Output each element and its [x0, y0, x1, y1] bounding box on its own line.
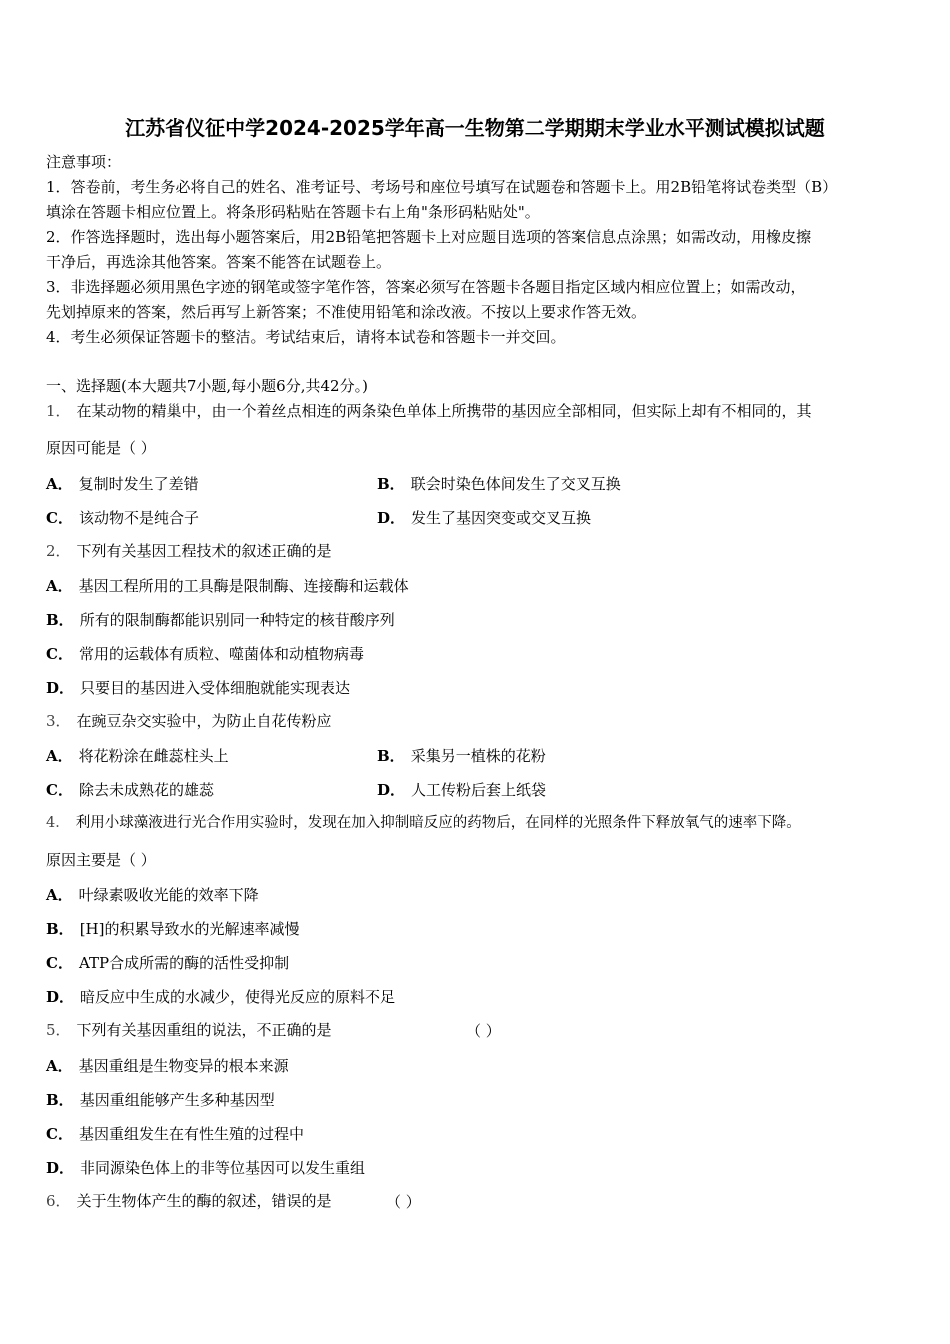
q1-number: 1． — [46, 402, 71, 420]
q3-number: 3． — [46, 712, 71, 730]
q2-option-a[interactable] — [46, 575, 409, 596]
q6-stem-text: 关于生物体产生的酶的叙述，错误的是 — [76, 1192, 332, 1210]
q1-stem — [46, 401, 812, 421]
q4-stem-line-1: 利用小球藻液进行光合作用实验时，发现在加入抑制暗反应的药物后，在同样的光照条件下释放氧气的速率下降。 — [75, 815, 801, 831]
q4-stem — [46, 813, 801, 833]
option-text: 将花粉涂在雌蕊柱头上 — [78, 747, 229, 765]
option-text: 除去未成熟花的雄蕊 — [78, 781, 214, 799]
option-label: B． — [46, 1091, 74, 1109]
q3-option-d[interactable] — [377, 779, 546, 800]
q4-stem-line-2: 原因主要是（ ） — [46, 851, 156, 869]
notice-heading: 注意事项： — [46, 153, 122, 171]
q3-option-c[interactable] — [46, 779, 214, 800]
q2-option-b[interactable] — [46, 609, 395, 630]
option-label: D． — [46, 679, 75, 697]
q5-stem-text: 下列有关基因重组的说法，不正确的是 — [76, 1021, 332, 1039]
option-label: D． — [46, 1159, 75, 1177]
option-label: C． — [46, 645, 73, 663]
option-text: 基因工程所用的工具酶是限制酶、连接酶和运载体 — [78, 577, 409, 595]
q5-option-a[interactable] — [46, 1055, 289, 1076]
notice-line-2: 填涂在答题卡相应位置上。将条形码粘贴在答题卡右上角"条形码粘贴处"。 — [46, 203, 540, 221]
page-title: 江苏省仪征中学2024-2025学年高一生物第二学期期末学业水平测试模拟试题 — [125, 116, 825, 140]
option-text: 只要目的基因进入受体细胞就能实现表达 — [80, 679, 351, 697]
option-text: 复制时发生了差错 — [78, 475, 199, 493]
q6-number: 6． — [46, 1192, 71, 1210]
q2-stem — [46, 541, 332, 561]
q1-option-b[interactable] — [377, 473, 621, 494]
option-label: D． — [377, 509, 406, 527]
option-text: 基因重组是生物变异的根本来源 — [78, 1057, 289, 1075]
option-text: 发生了基因突变或交叉互换 — [411, 509, 592, 527]
option-label: A． — [46, 747, 73, 765]
q1-option-a[interactable] — [46, 473, 199, 494]
option-text: ATP合成所需的酶的活性受抑制 — [78, 954, 290, 972]
option-text: 暗反应中生成的水减少，使得光反应的原料不足 — [80, 988, 396, 1006]
q5-answer-paren: （ ） — [466, 1022, 501, 1040]
section-heading: 一、选择题(本大题共7小题,每小题6分,共42分。) — [46, 377, 368, 395]
notice-line-7: 4．考生必须保证答题卡的整洁。考试结束后，请将本试卷和答题卡一并交回。 — [46, 328, 566, 346]
q1-stem-line-1: 在某动物的精巢中，由一个着丝点相连的两条染色单体上所携带的基因应全部相同，但实际上却有不相同的，其 — [76, 402, 812, 420]
notice-line-6: 先划掉原来的答案，然后再写上新答案；不准使用铅笔和涂改液。不按以上要求作答无效。 — [46, 303, 647, 321]
option-label: B． — [377, 747, 405, 765]
q4-number: 4． — [46, 815, 70, 831]
q4-option-a[interactable] — [46, 884, 259, 905]
notice-line-5: 3．非选择题必须用黑色字迹的钢笔或签字笔作答，答案必须写在答题卡各题目指定区域内相应位置上；如需改动， — [46, 278, 806, 296]
option-text: 人工传粉后套上纸袋 — [411, 781, 547, 799]
option-text: 叶绿素吸收光能的效率下降 — [78, 886, 259, 904]
q3-option-b[interactable] — [377, 745, 546, 766]
option-label: A． — [46, 886, 73, 904]
q2-stem-text: 下列有关基因工程技术的叙述正确的是 — [76, 542, 332, 560]
notice-line-4: 干净后，再选涂其他答案。答案不能答在试题卷上。 — [46, 253, 392, 271]
option-text: 基因重组能够产生多种基因型 — [79, 1091, 275, 1109]
option-label: A． — [46, 475, 73, 493]
option-text: [H]的积累导致水的光解速率减慢 — [79, 920, 300, 938]
option-text: 非同源染色体上的非等位基因可以发生重组 — [80, 1159, 366, 1177]
q4-option-d[interactable] — [46, 986, 395, 1007]
option-text: 联会时染色体间发生了交叉互换 — [410, 475, 621, 493]
q2-option-d[interactable] — [46, 677, 350, 698]
q5-option-b[interactable] — [46, 1089, 275, 1110]
q1-option-d[interactable] — [377, 507, 591, 528]
q3-stem — [46, 711, 332, 731]
option-label: A． — [46, 1057, 73, 1075]
option-text: 基因重组发生在有性生殖的过程中 — [78, 1125, 304, 1143]
option-text: 采集另一植株的花粉 — [410, 747, 546, 765]
q1-option-c[interactable] — [46, 507, 199, 528]
q5-option-c[interactable] — [46, 1123, 304, 1144]
option-label: B． — [46, 611, 74, 629]
option-label: A． — [46, 577, 73, 595]
option-label: D． — [46, 988, 75, 1006]
q2-option-c[interactable] — [46, 643, 364, 664]
option-label: B． — [377, 475, 405, 493]
q5-stem — [46, 1020, 332, 1040]
q3-stem-text: 在豌豆杂交实验中，为防止自花传粉应 — [76, 712, 332, 730]
q4-option-c[interactable] — [46, 952, 289, 973]
q3-option-a[interactable] — [46, 745, 229, 766]
q5-option-d[interactable] — [46, 1157, 365, 1178]
q2-number: 2． — [46, 542, 71, 560]
option-label: C． — [46, 954, 73, 972]
option-label: C． — [46, 509, 73, 527]
option-label: C． — [46, 781, 73, 799]
q6-answer-paren: （ ） — [386, 1193, 421, 1211]
option-text: 常用的运载体有质粒、噬菌体和动植物病毒 — [78, 645, 364, 663]
q6-stem — [46, 1191, 332, 1211]
q4-option-b[interactable] — [46, 918, 299, 939]
option-text: 该动物不是纯合子 — [78, 509, 199, 527]
option-label: D． — [377, 781, 406, 799]
option-label: B． — [46, 920, 74, 938]
notice-line-3: 2．作答选择题时，选出每小题答案后，用2B铅笔把答题卡上对应题目选项的答案信息点涂黑；如需改动，用橡皮擦 — [46, 228, 812, 246]
notice-line-1: 1．答卷前，考生务必将自己的姓名、准考证号、考场号和座位号填写在试题卷和答题卡上。用2B铅笔将试卷类型（B） — [46, 178, 838, 196]
option-text: 所有的限制酶都能识别同一种特定的核苷酸序列 — [79, 611, 395, 629]
q5-number: 5． — [46, 1021, 71, 1039]
q1-stem-line-2: 原因可能是（ ） — [46, 439, 156, 457]
option-label: C． — [46, 1125, 73, 1143]
